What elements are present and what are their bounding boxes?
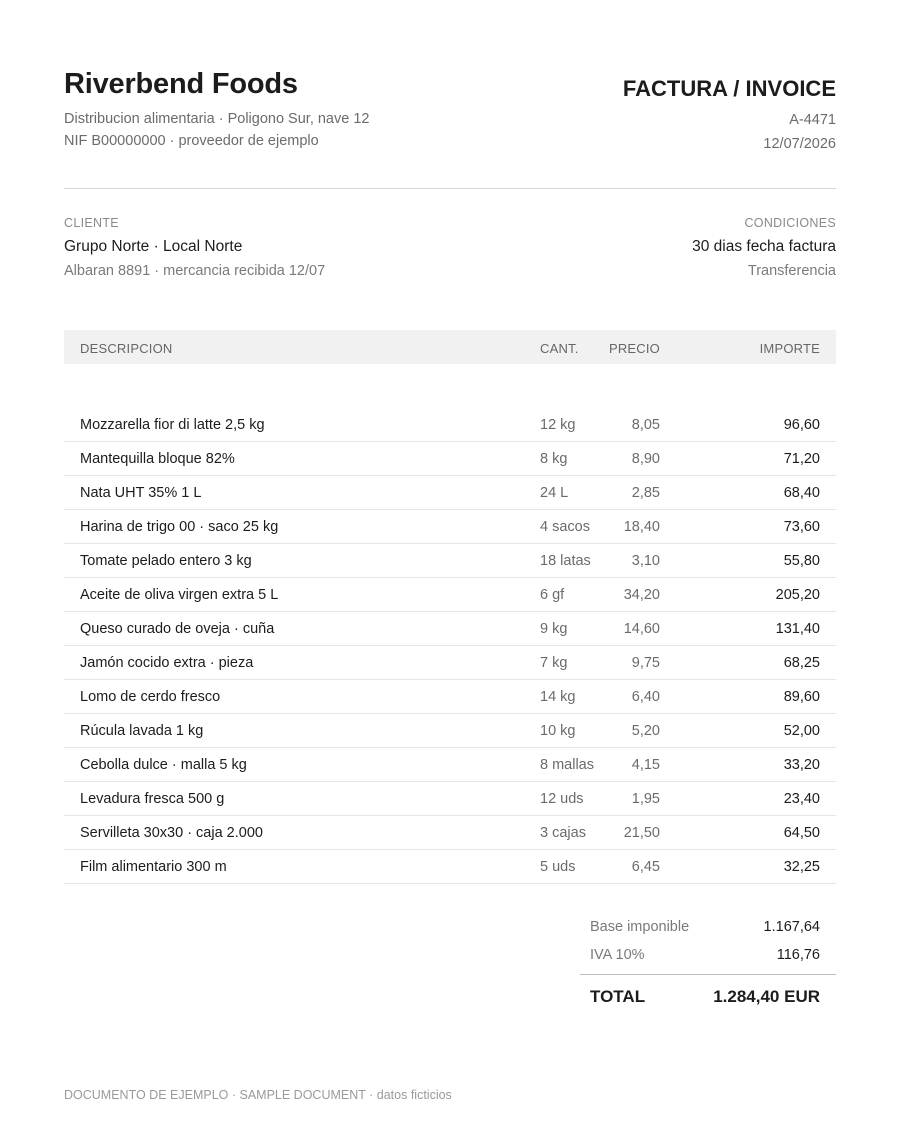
item-quantity: 6 gf (540, 587, 565, 603)
item-amount: 33,20 (783, 757, 820, 773)
payment-method: Transferencia (747, 263, 836, 279)
table-row (64, 850, 836, 884)
table-header (64, 330, 836, 364)
item-description: Mantequilla bloque 82% (80, 451, 235, 467)
item-price: 4,15 (631, 757, 660, 773)
item-quantity: 18 latas (540, 553, 591, 569)
table-row (64, 646, 836, 680)
payment-terms: 30 dias fecha factura (692, 238, 836, 255)
vat-value: 116,76 (776, 947, 820, 963)
item-amount: 32,25 (783, 859, 820, 875)
total-label: TOTAL (590, 987, 646, 1006)
parties-section (64, 216, 836, 286)
item-description: Servilleta 30x30 · caja 2.000 (80, 825, 263, 841)
item-price: 5,20 (631, 723, 660, 739)
item-amount: 205,20 (775, 587, 820, 603)
item-description: Harina de trigo 00 · saco 25 kg (80, 519, 279, 535)
client-note: Albaran 8891 · mercancia recibida 12/07 (64, 263, 326, 279)
item-price: 6,40 (631, 689, 660, 705)
base-label: Base imponible (590, 919, 690, 935)
item-amount: 68,40 (783, 485, 820, 501)
item-description: Mozzarella fior di latte 2,5 kg (80, 417, 265, 433)
item-quantity: 7 kg (540, 655, 568, 671)
client-label: CLIENTE (64, 216, 119, 230)
totals-divider (580, 974, 836, 975)
header-price: PRECIO (608, 341, 660, 356)
item-price: 8,90 (631, 451, 660, 467)
company-tax-id: NIF B00000000 · proveedor de ejemplo (64, 133, 319, 149)
item-price: 9,75 (631, 655, 660, 671)
item-quantity: 14 kg (540, 689, 576, 705)
table-row (64, 408, 836, 442)
table-row (64, 680, 836, 714)
item-price: 3,10 (631, 553, 660, 569)
item-description: Lomo de cerdo fresco (80, 689, 221, 705)
item-description: Aceite de oliva virgen extra 5 L (80, 587, 279, 603)
item-quantity: 9 kg (540, 621, 568, 637)
item-quantity: 12 kg (540, 417, 576, 433)
company-name: Riverbend Foods (64, 68, 298, 100)
item-price: 34,20 (623, 587, 660, 603)
item-description: Rúcula lavada 1 kg (80, 723, 204, 739)
item-amount: 89,60 (783, 689, 820, 705)
item-price: 14,60 (623, 621, 660, 637)
item-amount: 73,60 (783, 519, 820, 535)
item-amount: 55,80 (783, 553, 820, 569)
invoice-header (64, 68, 836, 168)
item-description: Cebolla dulce · malla 5 kg (80, 757, 247, 773)
header-quantity: CANT. (540, 341, 579, 356)
item-price: 6,45 (631, 859, 660, 875)
item-description: Film alimentario 300 m (80, 859, 227, 875)
table-row (64, 442, 836, 476)
base-value: 1.167,64 (763, 919, 820, 935)
header-description: DESCRIPCION (80, 341, 173, 356)
item-amount: 64,50 (783, 825, 820, 841)
terms-label: CONDICIONES (744, 216, 836, 230)
invoice-date: 12/07/2026 (763, 136, 836, 152)
table-row (64, 748, 836, 782)
item-quantity: 8 mallas (540, 757, 594, 773)
table-row (64, 714, 836, 748)
item-amount: 23,40 (783, 791, 820, 807)
table-row (64, 476, 836, 510)
vat-label: IVA 10% (590, 947, 645, 963)
item-quantity: 8 kg (540, 451, 568, 467)
item-quantity: 4 sacos (540, 519, 590, 535)
item-amount: 96,60 (783, 417, 820, 433)
table-row (64, 816, 836, 850)
item-description: Levadura fresca 500 g (80, 791, 225, 807)
company-address: Distribucion alimentaria · Poligono Sur, nave 12 (64, 111, 370, 127)
item-price: 2,85 (631, 485, 660, 501)
total-value: 1.284,40 EUR (713, 987, 820, 1006)
item-description: Tomate pelado entero 3 kg (80, 553, 252, 569)
item-amount: 71,20 (783, 451, 820, 467)
item-price: 1,95 (631, 791, 660, 807)
invoice-number: A-4471 (789, 112, 836, 128)
client-name: Grupo Norte · Local Norte (64, 238, 243, 255)
table-row (64, 578, 836, 612)
item-quantity: 3 cajas (540, 825, 586, 841)
table-row (64, 782, 836, 816)
document-title: FACTURA / INVOICE (622, 76, 836, 101)
item-price: 21,50 (623, 825, 660, 841)
item-description: Queso curado de oveja · cuña (80, 621, 275, 637)
item-amount: 52,00 (783, 723, 820, 739)
item-price: 8,05 (631, 417, 660, 433)
table-row (64, 544, 836, 578)
table-row (64, 612, 836, 646)
item-quantity: 10 kg (540, 723, 576, 739)
footer-note: DOCUMENTO DE EJEMPLO · SAMPLE DOCUMENT · datos ficticios (64, 1088, 452, 1102)
item-description: Nata UHT 35% 1 L (80, 485, 202, 501)
item-quantity: 12 uds (540, 791, 584, 807)
item-quantity: 5 uds (540, 859, 576, 875)
item-amount: 68,25 (783, 655, 820, 671)
line-items (64, 408, 836, 884)
header-divider (64, 188, 836, 189)
item-description: Jamón cocido extra · pieza (80, 655, 254, 671)
item-price: 18,40 (623, 519, 660, 535)
item-amount: 131,40 (775, 621, 820, 637)
table-row (64, 510, 836, 544)
header-amount: IMPORTE (759, 341, 820, 356)
totals-block (580, 914, 836, 1014)
item-quantity: 24 L (540, 485, 569, 501)
invoice-page (64, 0, 836, 1140)
